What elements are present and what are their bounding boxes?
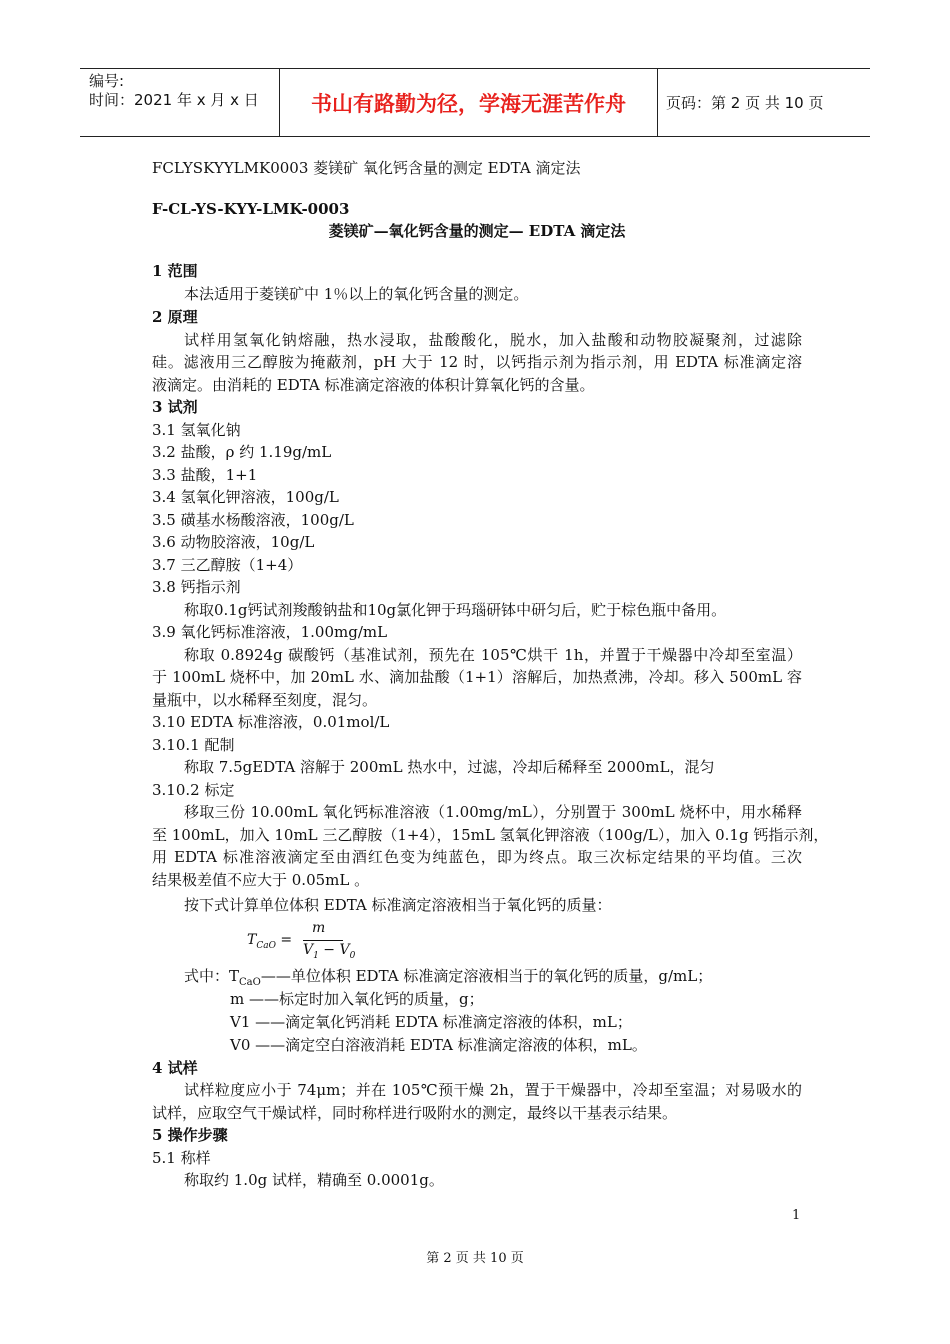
reagent-3-9-line-2: 于 100mL 烧杯中，加 20mL 水、滴加盐酸（1+1）溶解后，加热煮沸，冷却。移入 500mL 容 xyxy=(152,668,802,686)
section-4-title: 4 试样 xyxy=(152,1059,198,1077)
section-2-line-1: 试样用氢氧化钠熔融，热水浸取，盐酸酸化，脱水，加入盐酸和动物胶凝聚剂，过滤除 xyxy=(184,331,802,349)
time-label: 时间：2021 年 x 月 x 日 xyxy=(89,91,259,109)
code-label: 编号: xyxy=(89,72,125,90)
reagent-3-10-2-line-1: 移取三份 10.00mL 氧化钙标准溶液（1.00mg/mL），分别置于 300mL 烧杯中，用水稀释 xyxy=(184,803,802,821)
reagent-3-10-1-text: 称取 7.5gEDTA 溶解于 200mL 热水中，过滤，冷却后稀释至 2000mL，混匀 xyxy=(184,758,715,776)
reagent-3-9-line-1: 称取 0.8924g 碳酸钙（基准试剂，预先在 105℃烘干 1h，并置于干燥器中冷却至室温） xyxy=(184,646,802,664)
doc-code: F-CL-YS-KYY-LMK-0003 xyxy=(152,200,350,218)
page-label: 页码：第 2 页 共 10 页 xyxy=(666,94,824,112)
reagent-3-9-line-3: 量瓶中，以水稀释至刻度，混匀。 xyxy=(152,691,378,709)
formula-numerator: m xyxy=(312,920,326,936)
where-v0: V0 ——滴定空白溶液消耗 EDTA 标准滴定溶液的体积，mL。 xyxy=(230,1036,647,1054)
formula-lhs: $T_{CaO}$ = xyxy=(247,932,293,951)
reagent-3-10: 3.10 EDTA 标准溶液，0.01mol/L xyxy=(152,713,390,731)
formula-denominator: $V_1 - V_0$ xyxy=(303,942,356,961)
file-title: FCLYSKYYLMK0003 菱镁矿 氧化钙含量的测定 EDTA 滴定法 xyxy=(152,159,581,177)
section-3-title: 3 试剂 xyxy=(152,398,198,416)
page-number: 1 xyxy=(792,1208,801,1223)
where-v1: V1 ——滴定氧化钙消耗 EDTA 标准滴定溶液的体积，mL； xyxy=(230,1013,632,1031)
calc-intro: 按下式计算单位体积 EDTA 标准滴定溶液相当于氧化钙的质量： xyxy=(184,896,612,914)
section-4-line-2: 试样，应取空气干燥试样，同时称样进行吸附水的测定，最终以干基表示结果。 xyxy=(152,1104,678,1122)
doc-title: 菱镁矿—氧化钙含量的测定— EDTA 滴定法 xyxy=(328,222,626,240)
section-2-line-2: 硅。滤液用三乙醇胺为掩蔽剂，pH 大于 12 时，以钙指示剂为指示剂，用 EDTA 标准滴定溶 xyxy=(152,353,802,371)
header-table xyxy=(80,68,870,137)
step-5-1-text: 称取约 1.0g 试样，精确至 0.0001g。 xyxy=(184,1171,444,1189)
step-5-1: 5.1 称样 xyxy=(152,1149,211,1167)
formula-tcao xyxy=(247,920,367,964)
section-4-line-1: 试样粒度应小于 74μm；并在 105℃预干燥 2h，置于干燥器中，冷却至室温；对易吸水的 xyxy=(184,1081,802,1099)
formula-fraction-bar xyxy=(303,940,343,941)
section-2-line-3: 液滴定。由消耗的 EDTA 标准滴定溶液的体积计算氧化钙的含量。 xyxy=(152,376,595,394)
where-tcao: 式中：$T_{CaO}——$单位体积 EDTA 标准滴定溶液相当于的氧化钙的质量，g/mL； xyxy=(184,967,713,988)
section-1-text: 本法适用于菱镁矿中 1％以上的氧化钙含量的测定。 xyxy=(184,285,529,303)
section-1-title: 1 范围 xyxy=(152,262,198,280)
reagent-3-7: 3.7 三乙醇胺（1+4） xyxy=(152,556,303,574)
reagent-3-9: 3.9 氧化钙标准溶液，1.00mg/mL xyxy=(152,623,388,641)
reagent-3-4: 3.4 氢氧化钾溶液，100g/L xyxy=(152,488,339,506)
reagent-3-1: 3.1 氢氧化钠 xyxy=(152,421,241,439)
reagent-3-10-2-line-3: 用 EDTA 标准溶液滴定至由酒红色变为纯蓝色，即为终点。取三次标定结果的平均值。三次 xyxy=(152,848,802,866)
reagent-3-6: 3.6 动物胶溶液，10g/L xyxy=(152,533,315,551)
reagent-3-10-2: 3.10.2 标定 xyxy=(152,781,235,799)
header-meta-cell xyxy=(80,69,280,136)
reagent-3-10-2-line-2: 至 100mL，加入 10mL 三乙醇胺（1+4），15mL 氢氧化钾溶液（100g/L），加入 0.1g 钙指示剂， xyxy=(152,826,829,844)
motto: 书山有路勤为径，学海无涯苦作舟 xyxy=(280,69,658,136)
reagent-3-10-2-line-4: 结果极差值不应大于 0.05mL 。 xyxy=(152,871,370,889)
reagent-3-10-1: 3.10.1 配制 xyxy=(152,736,235,754)
section-2-title: 2 原理 xyxy=(152,308,198,326)
reagent-3-5: 3.5 磺基水杨酸溶液，100g/L xyxy=(152,511,354,529)
reagent-3-8-text: 称取0.1g钙试剂羧酸钠盐和10g氯化钾于玛瑙研钵中研匀后，贮于棕色瓶中备用。 xyxy=(184,601,727,619)
footer-page-label: 第 2 页 共 10 页 xyxy=(426,1251,524,1266)
reagent-3-8: 3.8 钙指示剂 xyxy=(152,578,241,596)
where-m: m ——标定时加入氧化钙的质量，g； xyxy=(230,990,484,1008)
reagent-3-3: 3.3 盐酸，1+1 xyxy=(152,466,258,484)
reagent-3-2: 3.2 盐酸，ρ 约 1.19g/mL xyxy=(152,443,332,461)
section-5-title: 5 操作步骤 xyxy=(152,1126,228,1144)
